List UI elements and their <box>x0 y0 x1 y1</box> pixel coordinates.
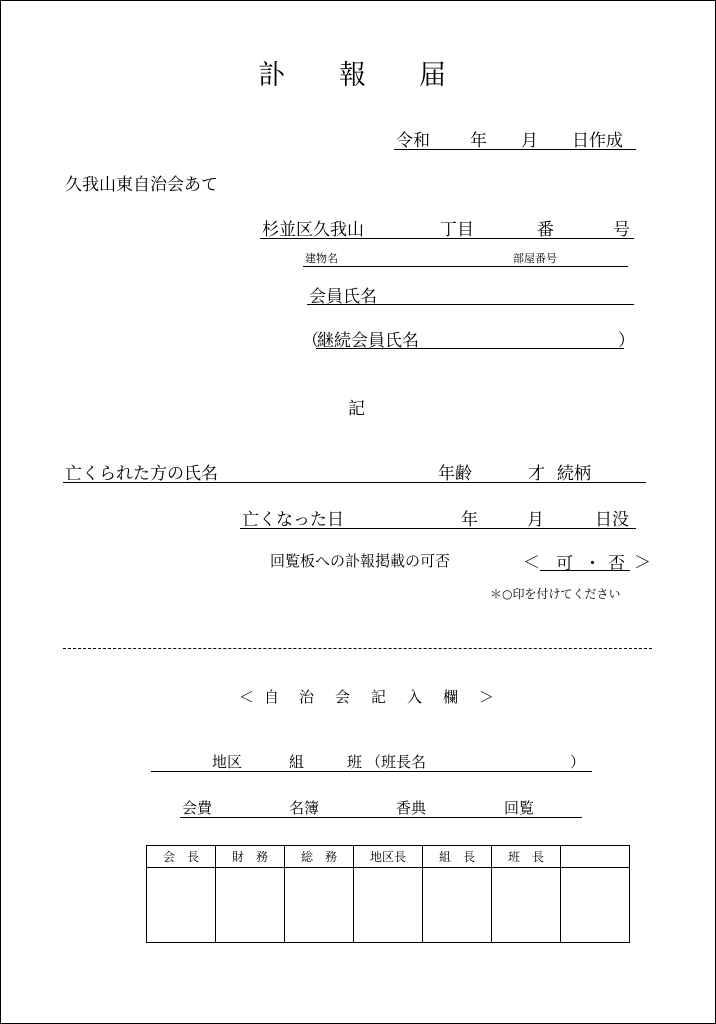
heading-open: ＜ <box>239 688 255 706</box>
stamp-box <box>423 868 492 943</box>
stamp-header-cell: 財 務 <box>216 846 285 868</box>
room-number-label: 部屋番号 <box>513 252 557 265</box>
stamp-header-cell: 会 長 <box>147 846 216 868</box>
title-char-2: 報 <box>339 60 366 91</box>
title-char-3: 届 <box>419 60 446 91</box>
date-era: 令和 <box>396 131 430 151</box>
circular-underline <box>540 570 630 571</box>
heading-char-1: 自 <box>264 688 280 706</box>
stamp-box <box>492 868 561 943</box>
address-ward: 杉並区久我山 <box>262 220 364 240</box>
deceased-name-label: 亡くられた方の氏名 <box>65 464 218 484</box>
han-label: 班 <box>347 753 363 771</box>
heading-char-6: 欄 <box>443 688 459 706</box>
heading-char-3: 会 <box>335 688 351 706</box>
circular-no: 否 <box>608 554 625 574</box>
age-unit: 才 <box>528 464 545 484</box>
kumi-label: 組 <box>289 753 305 771</box>
address-underline <box>260 238 634 239</box>
heading-char-4: 記 <box>371 688 387 706</box>
building-underline <box>303 266 628 267</box>
stamp-header-cell: 班 長 <box>492 846 561 868</box>
successor-label: 継続会員氏名 <box>317 331 419 351</box>
death-month: 月 <box>527 510 544 530</box>
member-name-label: 会員氏名 <box>309 287 377 307</box>
address-ban: 番 <box>537 220 554 240</box>
death-year: 年 <box>461 510 478 530</box>
circular-yes: 可 <box>556 554 573 574</box>
date-month: 月 <box>521 131 538 151</box>
date-year: 年 <box>470 131 487 151</box>
date-day: 日作成 <box>572 131 623 151</box>
address-chome: 丁目 <box>440 220 474 240</box>
stamp-header-cell: 地区長 <box>354 846 423 868</box>
circular-close-bracket: ＞ <box>634 553 651 573</box>
fee-label: 会費 <box>182 799 213 817</box>
stamp-box <box>561 868 630 943</box>
circular-open-bracket: ＜ <box>523 553 540 573</box>
koden-label: 香典 <box>396 799 427 817</box>
stamp-box <box>285 868 354 943</box>
roster-label: 名簿 <box>289 799 320 817</box>
heading-char-5: 入 <box>407 688 423 706</box>
stamp-box <box>216 868 285 943</box>
address-go: 号 <box>613 220 630 240</box>
circular-dot: ・ <box>584 554 601 574</box>
stamp-header-cell <box>561 846 630 868</box>
age-label: 年齢 <box>438 464 472 484</box>
stamp-box <box>147 868 216 943</box>
stamp-header-cell: 総 務 <box>285 846 354 868</box>
stamp-box <box>354 868 423 943</box>
stamp-header-cell: 組 長 <box>423 846 492 868</box>
stamp-body-row <box>147 868 630 943</box>
district-underline <box>151 771 592 772</box>
death-date-underline <box>240 528 636 529</box>
addressee: 久我山東自治会あて <box>65 175 218 195</box>
date-underline <box>394 149 636 150</box>
death-day: 日没 <box>595 510 629 530</box>
ki-heading: 記 <box>348 399 365 419</box>
circle-note: ＊○印を付けてください <box>490 587 621 601</box>
section-separator <box>63 648 652 649</box>
successor-close-paren: ） <box>618 331 635 351</box>
circular-label: 回覧板への訃報掲載の可否 <box>270 552 451 570</box>
heading-close: ＞ <box>479 688 495 706</box>
successor-underline <box>316 348 624 349</box>
stamp-table <box>146 845 630 943</box>
member-name-underline <box>307 304 634 305</box>
successor-open-paren: （ <box>302 331 319 351</box>
leader-close-paren: ） <box>570 753 586 771</box>
stamp-header-row <box>147 846 630 868</box>
deceased-underline <box>63 482 646 483</box>
relation-label: 続柄 <box>557 464 591 484</box>
leader-label: （班長名 <box>366 753 427 771</box>
death-date-label: 亡くなった日 <box>242 510 344 530</box>
circulate-label: 回覧 <box>504 799 535 817</box>
fees-underline <box>180 817 582 818</box>
heading-char-2: 治 <box>299 688 315 706</box>
district-label: 地区 <box>212 753 243 771</box>
building-name-label: 建物名 <box>305 252 338 265</box>
title-char-1: 訃 <box>258 60 285 91</box>
